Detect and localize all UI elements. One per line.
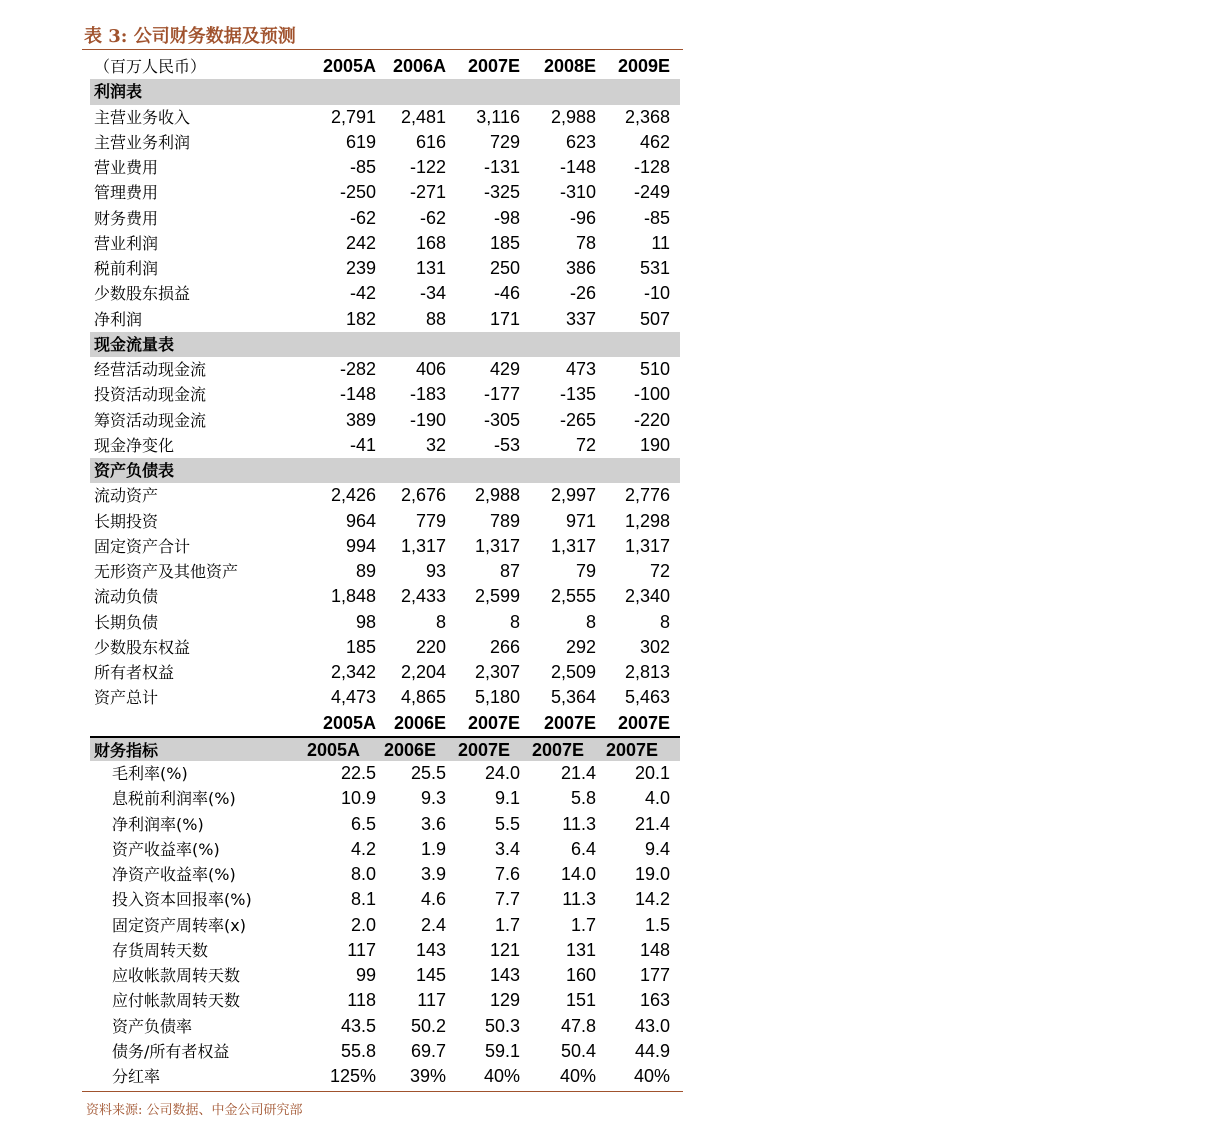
table-row bbox=[90, 130, 680, 155]
table-row-label: 固定资产合计 bbox=[94, 536, 191, 556]
table-row-value: 185 bbox=[489, 232, 520, 253]
table-row-value: 2,599 bbox=[474, 586, 520, 607]
table-row-value: 994 bbox=[345, 535, 376, 556]
table-row-value: 9.4 bbox=[644, 838, 670, 859]
table-row-value: -148 bbox=[559, 157, 596, 177]
header-row bbox=[90, 54, 680, 79]
table-row bbox=[90, 610, 680, 635]
table-row-value: 242 bbox=[345, 232, 376, 253]
table-row-value: 4.0 bbox=[644, 788, 670, 809]
table-row-label: 管理费用 bbox=[94, 183, 159, 203]
table-row-value: 8.1 bbox=[350, 889, 376, 910]
table-row bbox=[90, 433, 680, 458]
table-row-value: 1,317 bbox=[550, 535, 596, 556]
table-row-value: 462 bbox=[639, 131, 670, 152]
table-row-value: 69.7 bbox=[410, 1040, 446, 1061]
table-row-value: 32 bbox=[425, 434, 446, 455]
table-row-value: -122 bbox=[409, 157, 446, 177]
year-row bbox=[90, 711, 680, 736]
year-row-value: 2006E bbox=[393, 712, 446, 733]
table-row-label: 筹资活动现金流 bbox=[94, 410, 207, 430]
table-row-value: 7.7 bbox=[494, 889, 520, 910]
header-row-label: （百万人民币） bbox=[94, 57, 207, 76]
table-row bbox=[90, 231, 680, 256]
table-row-label: 现金净变化 bbox=[94, 435, 175, 455]
table-row-value: 779 bbox=[415, 510, 446, 531]
table-row-value: -183 bbox=[409, 384, 446, 405]
table-row-value: 87 bbox=[499, 561, 520, 581]
table-row-value: 1.9 bbox=[420, 838, 446, 859]
table-row-value: -131 bbox=[483, 157, 520, 177]
ratio-header-row-value: 2006E bbox=[383, 739, 436, 760]
table-row-value: 11.3 bbox=[562, 813, 596, 834]
table-title: 表 3: 公司财务数据及预测 bbox=[84, 26, 296, 47]
table-row-value: 1,317 bbox=[474, 535, 520, 556]
table-row-value: 2,368 bbox=[624, 106, 670, 127]
table-row-value: 9.3 bbox=[420, 788, 446, 809]
table-row-value: 619 bbox=[345, 131, 376, 152]
table-row-value: 14.0 bbox=[560, 864, 596, 884]
table-row bbox=[90, 206, 680, 231]
table-row-label: 净利润率(%) bbox=[112, 814, 204, 834]
section-row bbox=[90, 458, 680, 483]
table-row-value: 2,509 bbox=[550, 662, 596, 682]
table-row-value: 8.0 bbox=[350, 864, 376, 884]
table-row-value: 163 bbox=[639, 990, 670, 1011]
table-row bbox=[90, 357, 680, 382]
table-row-label: 投资活动现金流 bbox=[94, 385, 207, 405]
table-row-value: 24.0 bbox=[484, 763, 520, 783]
table-row-value: 185 bbox=[345, 636, 376, 657]
ratio-header-row-value: 2007E bbox=[531, 739, 584, 760]
table-row-value: 1.5 bbox=[644, 914, 670, 935]
table-row-value: 1,317 bbox=[624, 535, 670, 556]
table-row-value: 19.0 bbox=[634, 864, 670, 884]
top-rule bbox=[82, 49, 683, 50]
table-row-value: 131 bbox=[565, 939, 596, 960]
table-row-label: 主营业务利润 bbox=[94, 132, 191, 152]
table-row-value: -85 bbox=[643, 207, 670, 228]
table-row-value: 177 bbox=[639, 965, 670, 985]
table-row-label: 无形资产及其他资产 bbox=[94, 562, 239, 581]
table-row-label: 税前利润 bbox=[94, 259, 159, 278]
table-row-label: 净资产收益率(%) bbox=[112, 865, 236, 884]
table-row-label: 存货周转天数 bbox=[112, 940, 209, 960]
table-row-value: 10.9 bbox=[340, 788, 376, 809]
source-note: 资料来源: 公司数据、中金公司研究部 bbox=[86, 1103, 303, 1118]
section-row-label: 利润表 bbox=[94, 82, 143, 102]
table-row bbox=[90, 812, 680, 837]
header-row-value: 2006A bbox=[392, 56, 446, 76]
table-row-value: 292 bbox=[565, 636, 596, 657]
year-row-value: 2007E bbox=[617, 712, 670, 733]
table-row bbox=[90, 1014, 680, 1039]
table-row-value: -98 bbox=[493, 207, 520, 228]
table-row-value: 89 bbox=[355, 561, 376, 581]
table-row-value: -249 bbox=[633, 182, 670, 203]
table-row-value: 2,813 bbox=[624, 662, 670, 682]
table-row-value: 1,298 bbox=[624, 510, 670, 531]
table-row-value: 21.4 bbox=[560, 763, 596, 783]
table-row-value: 4,865 bbox=[400, 687, 446, 708]
table-row-value: 2,776 bbox=[624, 485, 670, 506]
table-row-value: 2,426 bbox=[330, 485, 376, 506]
table-row-value: 337 bbox=[565, 308, 596, 329]
table-row-value: 2,340 bbox=[624, 586, 670, 607]
table-row-value: 50.4 bbox=[560, 1040, 596, 1061]
table-row-value: 1.7 bbox=[570, 914, 596, 935]
table-row-value: 971 bbox=[565, 510, 596, 531]
table-row-label: 毛利率(%) bbox=[112, 764, 188, 783]
table-row-value: 20.1 bbox=[634, 763, 670, 783]
table-row bbox=[90, 963, 680, 988]
table-row-label: 经营活动现金流 bbox=[94, 360, 207, 379]
table-row-value: 43.5 bbox=[340, 1015, 376, 1036]
table-row-value: 7.6 bbox=[494, 864, 520, 884]
table-row-label: 财务费用 bbox=[94, 208, 159, 228]
table-row-label: 资产负债率 bbox=[112, 1016, 193, 1036]
table-row-value: 510 bbox=[639, 359, 670, 379]
table-row-label: 流动负债 bbox=[94, 587, 159, 607]
table-row-value: -271 bbox=[409, 182, 446, 203]
table-row-value: 2,433 bbox=[400, 586, 446, 607]
table-row-value: 143 bbox=[489, 965, 520, 985]
table-row-value: 88 bbox=[425, 308, 446, 329]
table-row-label: 所有者权益 bbox=[94, 663, 175, 682]
table-row-value: -100 bbox=[633, 384, 670, 405]
table-row-value: 239 bbox=[345, 258, 376, 278]
table-row-value: 5,180 bbox=[474, 687, 520, 708]
table-row bbox=[90, 483, 680, 508]
table-row bbox=[90, 913, 680, 938]
table-row bbox=[90, 786, 680, 811]
section-row bbox=[90, 79, 680, 104]
table-row-value: 2,481 bbox=[400, 106, 446, 127]
section-row-label: 资产负债表 bbox=[94, 461, 175, 480]
ratio-header-row-label: 财务指标 bbox=[94, 740, 159, 760]
ratio-header-row-value: 2007E bbox=[457, 739, 510, 760]
table-row-value: 302 bbox=[639, 636, 670, 657]
table-row-value: 389 bbox=[345, 409, 376, 430]
table-row-value: 964 bbox=[345, 510, 376, 531]
table-row-value: -305 bbox=[483, 409, 520, 430]
table-row-value: -26 bbox=[569, 283, 596, 304]
table-row-label: 资产总计 bbox=[94, 688, 159, 708]
table-row-value: 47.8 bbox=[560, 1015, 596, 1036]
table-row-value: 5,364 bbox=[550, 687, 596, 708]
table-row-value: -177 bbox=[483, 384, 520, 405]
table-row-value: 3,116 bbox=[476, 106, 520, 127]
table-row-value: 3.4 bbox=[494, 838, 520, 859]
bottom-rule bbox=[82, 1091, 683, 1092]
table-row-value: 25.5 bbox=[410, 763, 446, 783]
table-row bbox=[90, 584, 680, 609]
table-row bbox=[90, 509, 680, 534]
header-row-value: 2005A bbox=[322, 56, 376, 76]
table-row-value: 2.0 bbox=[350, 914, 376, 935]
table-row-value: 473 bbox=[565, 359, 596, 379]
table-row bbox=[90, 660, 680, 685]
table-row-value: 9.1 bbox=[494, 788, 520, 809]
table-row-value: -41 bbox=[349, 434, 376, 455]
table-row-value: -53 bbox=[493, 434, 520, 455]
table-row-value: 43.0 bbox=[634, 1015, 670, 1036]
financial-table bbox=[90, 54, 680, 1089]
table-row-value: 2,988 bbox=[474, 485, 520, 506]
table-row-value: 11.3 bbox=[562, 889, 596, 910]
table-row-value: 386 bbox=[565, 258, 596, 278]
table-row-value: -128 bbox=[633, 157, 670, 177]
table-row-value: 118 bbox=[347, 990, 376, 1011]
table-row-value: 8 bbox=[659, 611, 670, 632]
table-row-value: 72 bbox=[649, 561, 670, 581]
table-row bbox=[90, 685, 680, 710]
table-row-label: 资产收益率(%) bbox=[112, 839, 220, 859]
table-row-value: -85 bbox=[349, 157, 376, 177]
table-row-value: -34 bbox=[419, 283, 446, 304]
table-row-label: 主营业务收入 bbox=[94, 107, 191, 127]
table-row-value: 11 bbox=[651, 232, 670, 253]
year-row-value: 2007E bbox=[543, 712, 596, 733]
table-row-value: 131 bbox=[415, 258, 446, 278]
table-row bbox=[90, 534, 680, 559]
table-row-value: 616 bbox=[415, 131, 446, 152]
table-row-value: 6.5 bbox=[350, 813, 376, 834]
table-row-value: 4.6 bbox=[420, 889, 446, 910]
header-row-value: 2007E bbox=[467, 56, 520, 76]
table-row bbox=[90, 256, 680, 281]
table-row-label: 营业费用 bbox=[94, 158, 159, 177]
table-row-value: 190 bbox=[639, 434, 670, 455]
table-row-value: -10 bbox=[643, 283, 670, 304]
table-row-value: 50.2 bbox=[410, 1015, 446, 1036]
table-row-value: 168 bbox=[415, 232, 446, 253]
table-row-label: 息税前利润率(%) bbox=[112, 789, 236, 809]
table-row-label: 净利润 bbox=[94, 309, 143, 329]
table-row-value: 1,848 bbox=[330, 586, 376, 607]
table-row-value: 2,988 bbox=[550, 106, 596, 127]
table-row-value: 151 bbox=[565, 990, 596, 1011]
section-row bbox=[90, 332, 680, 357]
table-row-value: 117 bbox=[347, 939, 376, 960]
table-row-label: 流动资产 bbox=[94, 486, 159, 506]
table-row-value: 78 bbox=[575, 232, 596, 253]
table-row-label: 营业利润 bbox=[94, 233, 159, 253]
table-row-value: -46 bbox=[493, 283, 520, 304]
table-row-value: 8 bbox=[585, 611, 596, 632]
table-row-value: 3.9 bbox=[420, 864, 446, 884]
table-row bbox=[90, 1064, 680, 1089]
table-row-value: 21.4 bbox=[634, 813, 670, 834]
ratio-header-row bbox=[90, 736, 680, 761]
table-row-value: 507 bbox=[639, 308, 670, 329]
table-row-label: 应付帐款周转天数 bbox=[112, 991, 241, 1011]
table-row-value: 2,307 bbox=[474, 662, 520, 682]
table-row-value: -265 bbox=[559, 409, 596, 430]
table-row-value: 50.3 bbox=[484, 1015, 520, 1036]
header-row-value: 2009E bbox=[617, 56, 670, 76]
table-row-label: 分红率 bbox=[112, 1067, 161, 1086]
table-row-value: 160 bbox=[565, 965, 596, 985]
table-row-value: 22.5 bbox=[340, 763, 376, 783]
table-row bbox=[90, 988, 680, 1013]
table-row-value: 5.8 bbox=[570, 788, 596, 809]
table-row-value: 171 bbox=[489, 308, 520, 329]
table-row-value: 99 bbox=[355, 965, 376, 985]
table-row-value: 729 bbox=[489, 131, 520, 152]
ratio-header-row-value: 2007E bbox=[605, 739, 658, 760]
table-row-value: -325 bbox=[483, 182, 520, 203]
table-row-value: -62 bbox=[349, 207, 376, 228]
table-row-value: 2,555 bbox=[550, 586, 596, 607]
table-row-value: -42 bbox=[349, 283, 376, 304]
table-row-value: 129 bbox=[489, 990, 520, 1011]
table-row bbox=[90, 887, 680, 912]
table-row-value: 5,463 bbox=[624, 687, 670, 708]
table-row bbox=[90, 105, 680, 130]
table-row-value: 145 bbox=[415, 965, 446, 985]
table-row-value: 39% bbox=[409, 1066, 446, 1086]
table-row-value: 44.9 bbox=[634, 1040, 670, 1061]
table-row-value: -220 bbox=[633, 409, 670, 430]
table-row-label: 应收帐款周转天数 bbox=[112, 966, 241, 985]
table-row-value: 2,997 bbox=[550, 485, 596, 506]
table-row bbox=[90, 307, 680, 332]
table-row-value: 4.2 bbox=[350, 838, 376, 859]
year-row-value: 2007E bbox=[467, 712, 520, 733]
table-row-label: 固定资产周转率(x) bbox=[112, 915, 246, 935]
table-row-value: 125% bbox=[329, 1066, 376, 1086]
table-row-value: 98 bbox=[355, 611, 376, 632]
table-row bbox=[90, 180, 680, 205]
table-row-value: 2.4 bbox=[420, 914, 446, 935]
table-row-value: 406 bbox=[415, 359, 446, 379]
table-row-value: 429 bbox=[489, 359, 520, 379]
table-row-label: 投入资本回报率(%) bbox=[112, 890, 252, 910]
table-row-value: 121 bbox=[489, 939, 520, 960]
table-row-value: 5.5 bbox=[494, 813, 520, 834]
section-row-label: 现金流量表 bbox=[94, 334, 175, 354]
table-row-value: 182 bbox=[345, 308, 376, 329]
table-row-label: 债务/所有者权益 bbox=[112, 1041, 230, 1061]
table-row-value: 148 bbox=[639, 939, 670, 960]
table-row-value: 6.4 bbox=[570, 838, 596, 859]
table-row bbox=[90, 938, 680, 963]
table-row bbox=[90, 382, 680, 407]
table-row-value: 266 bbox=[489, 636, 520, 657]
table-row-value: 2,676 bbox=[400, 485, 446, 506]
table-row-value: 623 bbox=[565, 131, 596, 152]
table-row-value: 143 bbox=[415, 939, 446, 960]
table-row-value: 789 bbox=[489, 510, 520, 531]
table-row-value: 117 bbox=[417, 990, 446, 1011]
table-row-value: 79 bbox=[575, 561, 596, 581]
table-row-value: 40% bbox=[559, 1066, 596, 1086]
header-row-value: 2008E bbox=[543, 56, 596, 76]
table-row-label: 长期负债 bbox=[94, 612, 159, 632]
table-row bbox=[90, 862, 680, 887]
table-row-value: 4,473 bbox=[330, 687, 376, 708]
table-row-value: 220 bbox=[415, 636, 446, 657]
table-row-value: 2,204 bbox=[400, 662, 446, 682]
table-row-value: -96 bbox=[569, 207, 596, 228]
table-row bbox=[90, 635, 680, 660]
table-row-value: 72 bbox=[575, 434, 596, 455]
table-row-value: 14.2 bbox=[634, 889, 670, 910]
table-row bbox=[90, 837, 680, 862]
table-row bbox=[90, 559, 680, 584]
table-row-label: 少数股东损益 bbox=[94, 284, 191, 304]
table-row-value: 531 bbox=[639, 258, 670, 278]
table-row-value: -135 bbox=[559, 384, 596, 405]
table-row-value: 55.8 bbox=[340, 1040, 376, 1061]
table-row-value: 2,791 bbox=[330, 106, 376, 127]
table-row-value: -62 bbox=[419, 207, 446, 228]
table-row-label: 少数股东权益 bbox=[94, 637, 191, 657]
table-row-value: 2,342 bbox=[330, 662, 376, 682]
table-row bbox=[90, 1039, 680, 1064]
table-row-value: 59.1 bbox=[484, 1040, 520, 1061]
table-row-value: 1,317 bbox=[400, 535, 446, 556]
table-row-value: 1.7 bbox=[494, 914, 520, 935]
table-row-value: -148 bbox=[339, 384, 376, 405]
table-row bbox=[90, 281, 680, 306]
table-row-label: 长期投资 bbox=[94, 511, 159, 531]
table-row-value: -310 bbox=[559, 182, 596, 203]
table-row bbox=[90, 408, 680, 433]
table-row-value: -190 bbox=[409, 409, 446, 430]
table-row-value: 250 bbox=[489, 258, 520, 278]
table-row-value: 8 bbox=[509, 611, 520, 632]
table-row-value: 3.6 bbox=[420, 813, 446, 834]
table-row-value: 93 bbox=[425, 561, 446, 581]
table-row-value: 8 bbox=[435, 611, 446, 632]
table-row-value: -250 bbox=[339, 182, 376, 203]
table-row-value: 40% bbox=[633, 1066, 670, 1086]
table-row-value: 40% bbox=[483, 1066, 520, 1086]
ratio-header-row-value: 2005A bbox=[306, 739, 360, 760]
table-row bbox=[90, 761, 680, 786]
year-row-value: 2005A bbox=[322, 712, 376, 733]
table-row bbox=[90, 155, 680, 180]
table-row-value: -282 bbox=[339, 359, 376, 379]
